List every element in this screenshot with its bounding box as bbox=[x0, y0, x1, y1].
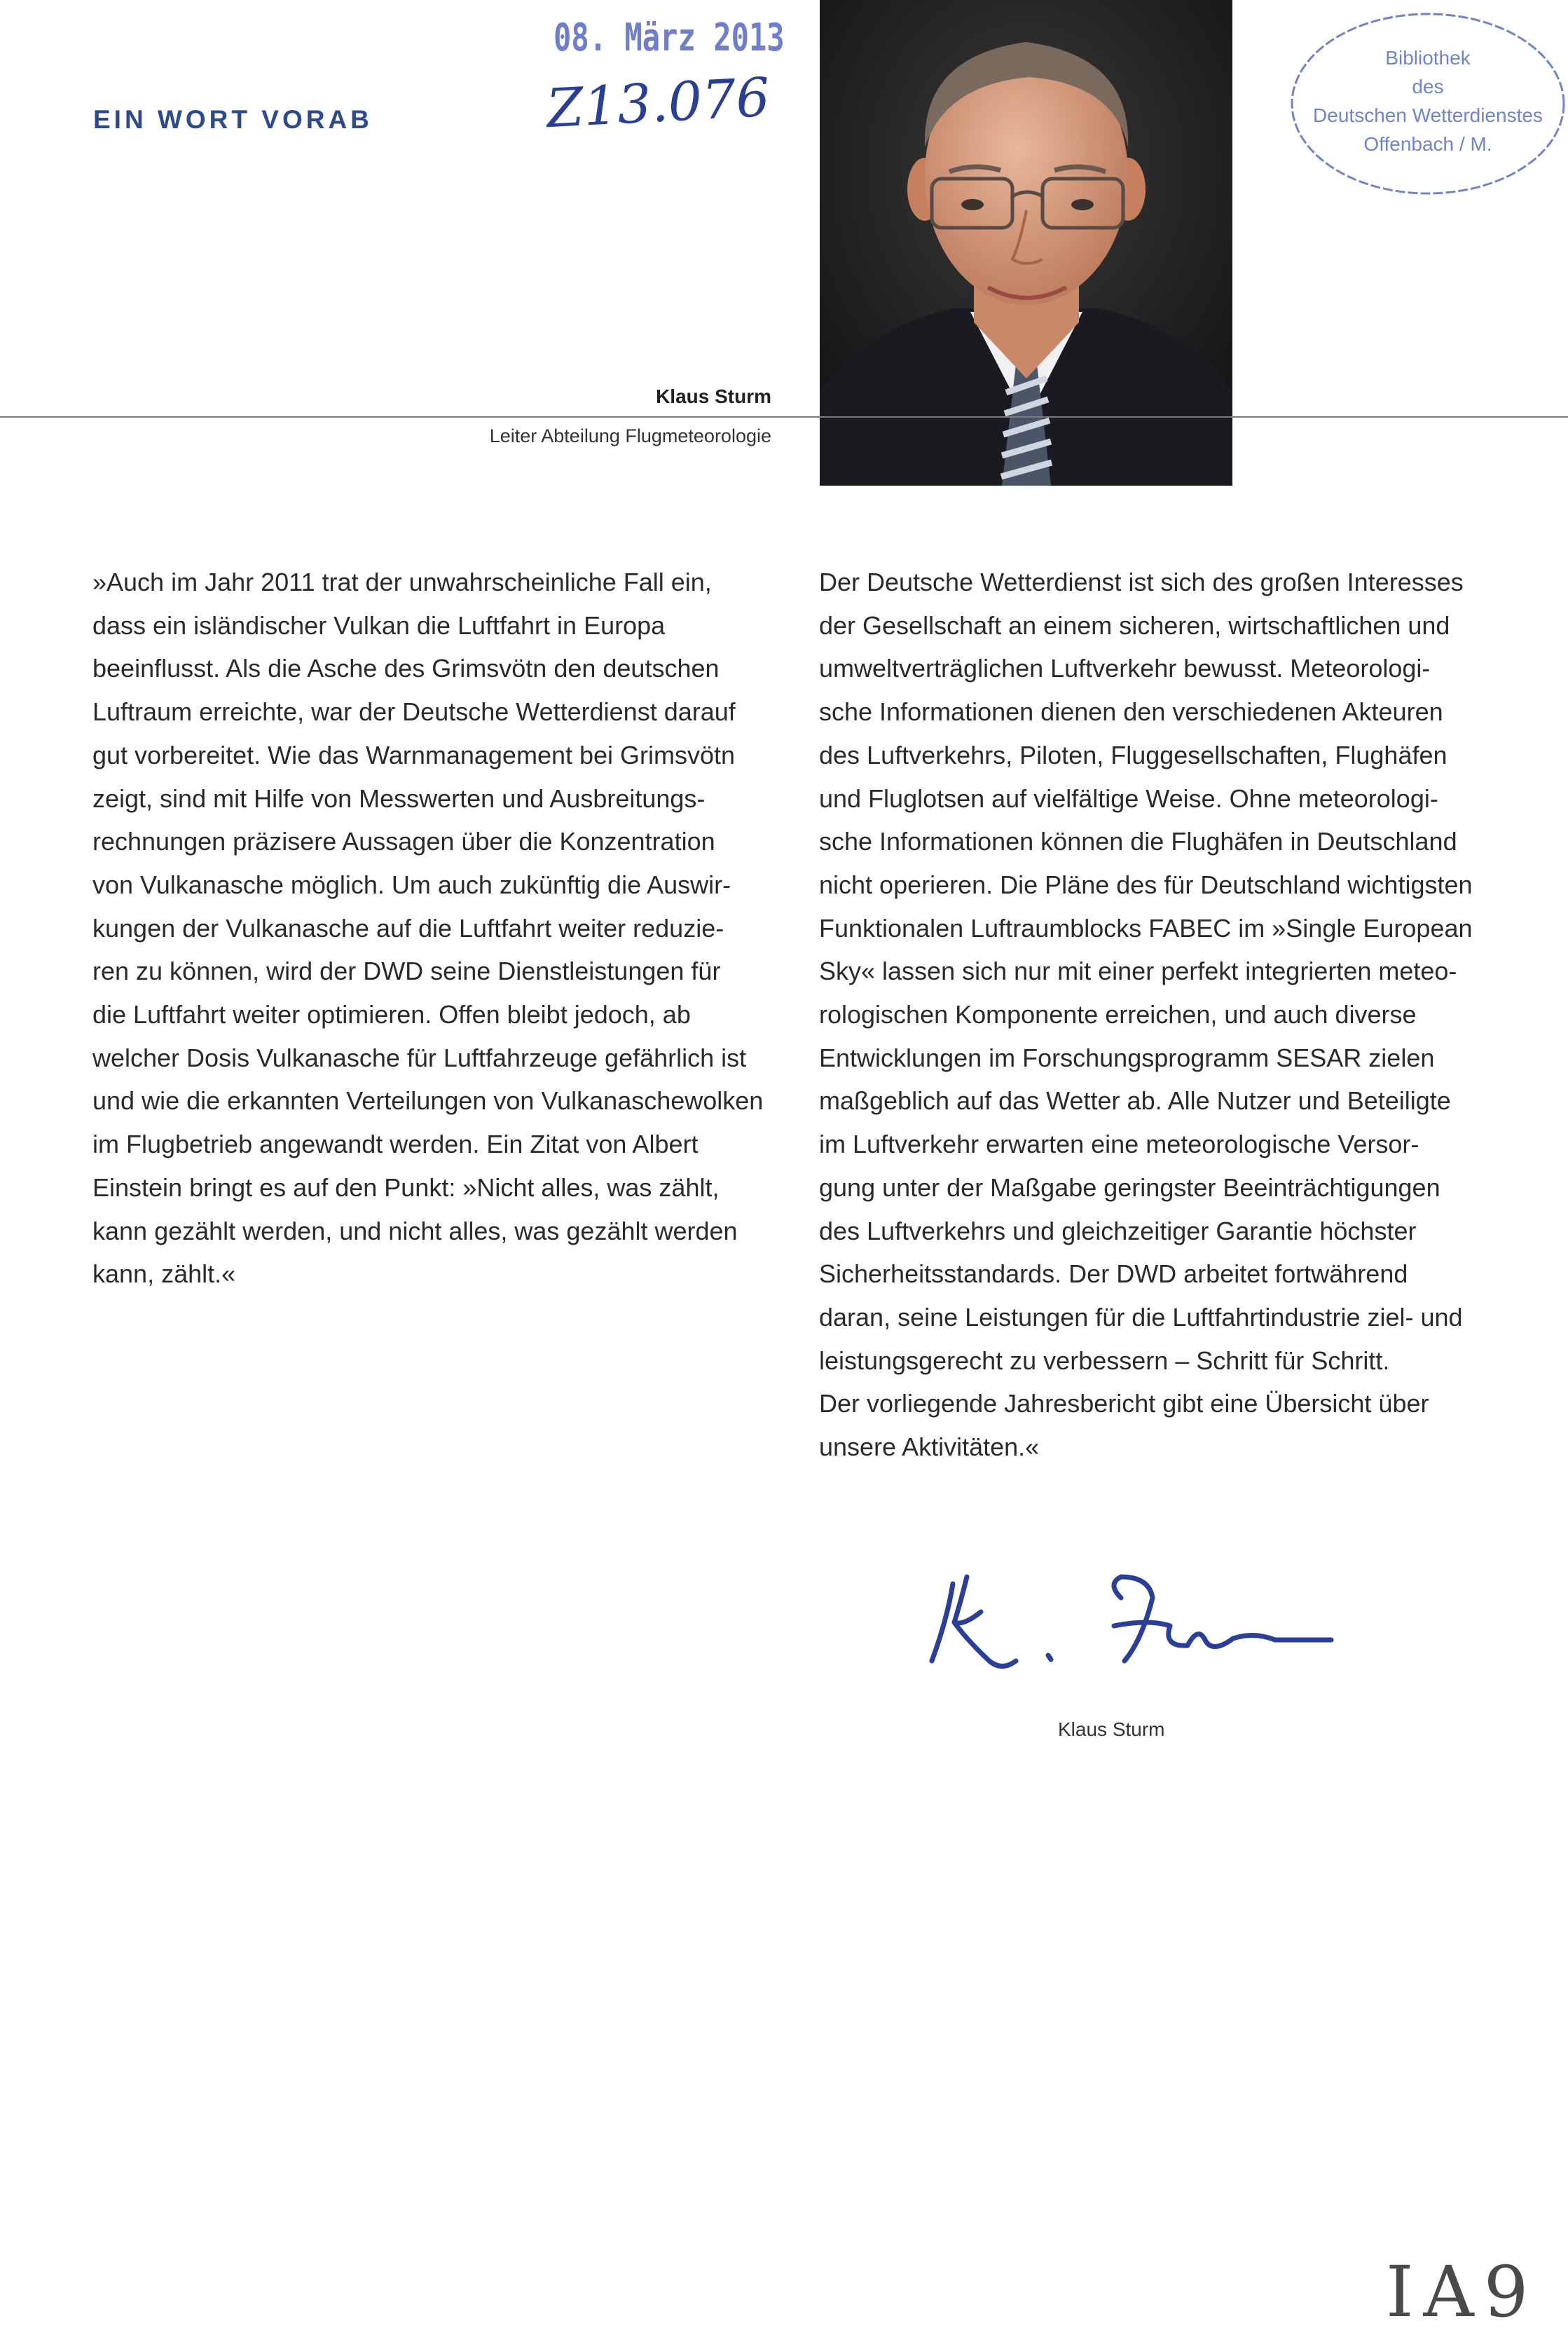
section-heading: EIN WORT VORAB bbox=[93, 105, 373, 134]
stamp-line: Bibliothek bbox=[1385, 47, 1471, 69]
text-line: gut vorbereitet. Wie das Warnmanagement bei Grimsvötn bbox=[92, 740, 736, 769]
page-mark-handwritten: IA9 bbox=[1386, 2251, 1539, 2333]
signer-name: Klaus Sturm bbox=[1058, 1718, 1165, 1740]
library-stamp bbox=[1288, 7, 1568, 198]
stamp-line: Offenbach / M. bbox=[1363, 133, 1492, 155]
archive-number-handwritten: Z13.076 bbox=[544, 65, 771, 140]
person-role: Leiter Abteilung Flugmeteorologie bbox=[489, 425, 771, 446]
text-line: im Flugbetrieb angewandt werden. Ein Zitat von Albert bbox=[92, 1130, 699, 1159]
stamp-line: Deutschen Wetterdienstes bbox=[1313, 104, 1543, 126]
text-line: beeinflusst. Als die Asche des Grimsvötn den deutschen bbox=[92, 654, 720, 683]
body-column-left bbox=[92, 561, 763, 1296]
text-line: gung unter der Maßgabe geringster Beeinträchtigungen bbox=[819, 1172, 1440, 1202]
text-line: und wie die erkannten Verteilungen von Vulkanaschewolken bbox=[92, 1086, 764, 1116]
text-line: Der vorliegende Jahresbericht gibt eine Übersicht über bbox=[819, 1389, 1429, 1418]
text-line: kann gezählt werden, und nicht alles, was gezählt werden bbox=[92, 1216, 738, 1245]
person-name: Klaus Sturm bbox=[656, 385, 771, 407]
text-line: des Luftverkehrs und gleichzeitiger Garantie höchster bbox=[819, 1216, 1417, 1245]
text-line: des Luftverkehrs, Piloten, Fluggesellschaften, Flughäfen bbox=[819, 740, 1447, 769]
text-line: Entwicklungen im Forschungsprogramm SESAR zielen bbox=[819, 1043, 1435, 1072]
text-line: dass ein isländischer Vulkan die Luftfahrt in Europa bbox=[92, 610, 666, 640]
text-line: maßgeblich auf das Wetter ab. Alle Nutzer und Beteiligte bbox=[819, 1086, 1451, 1116]
handwritten-signature bbox=[911, 1556, 1345, 1685]
text-line: rechnungen präzisere Aussagen über die Konzentration bbox=[92, 827, 715, 856]
text-line: der Gesellschaft an einem sicheren, wirtschaftlichen und bbox=[819, 610, 1450, 640]
text-line: welcher Dosis Vulkanasche für Luftfahrzeuge gefährlich ist bbox=[92, 1043, 747, 1072]
received-date-stamp: 08. März 2013 bbox=[553, 15, 785, 60]
text-line: Funktionalen Luftraumblocks FABEC im »Single European bbox=[819, 913, 1473, 943]
text-line: sche Informationen können die Flughäfen in Deutschland bbox=[819, 827, 1457, 856]
text-line: »Auch im Jahr 2011 trat der unwahrscheinliche Fall ein, bbox=[92, 568, 712, 596]
text-line: daran, seine Leistungen für die Luftfahrtindustrie ziel- und bbox=[819, 1302, 1463, 1332]
portrait-photo bbox=[820, 0, 1232, 486]
body-column-right bbox=[819, 561, 1473, 1469]
text-line: ren zu können, wird der DWD seine Dienstleistungen für bbox=[92, 957, 721, 986]
text-line: Der Deutsche Wetterdienst ist sich des großen Interesses bbox=[819, 568, 1464, 596]
text-line: Einstein bringt es auf den Punkt: »Nicht alles, was zählt, bbox=[92, 1172, 720, 1202]
header-divider bbox=[0, 416, 1568, 418]
text-line: Sicherheitsstandards. Der DWD arbeitet fortwährend bbox=[819, 1259, 1408, 1289]
text-line: kann, zählt.« bbox=[92, 1259, 236, 1289]
text-line: von Vulkanasche möglich. Um auch zukünftig die Auswir- bbox=[92, 870, 731, 899]
text-line: die Luftfahrt weiter optimieren. Offen bleibt jedoch, ab bbox=[92, 1000, 691, 1029]
text-line: rologischen Komponente erreichen, und auch diverse bbox=[819, 1000, 1417, 1029]
text-line: sche Informationen dienen den verschiedenen Akteuren bbox=[819, 697, 1443, 727]
text-line: und Fluglotsen auf vielfältige Weise. Ohne meteorologi- bbox=[819, 784, 1438, 813]
text-line: zeigt, sind mit Hilfe von Messwerten und Ausbreitungs- bbox=[92, 784, 706, 813]
text-line: Luftraum erreichte, war der Deutsche Wetterdienst darauf bbox=[92, 697, 736, 727]
text-line: kungen der Vulkanasche auf die Luftfahrt weiter reduzie- bbox=[92, 913, 724, 943]
text-line: unsere Aktivitäten.« bbox=[819, 1432, 1040, 1462]
stamp-line: des bbox=[1412, 76, 1444, 97]
text-line: leistungsgerecht zu verbessern – Schritt für Schritt. bbox=[819, 1346, 1390, 1375]
text-line: Sky« lassen sich nur mit einer perfekt integrierten meteo- bbox=[819, 957, 1457, 986]
text-line: umweltverträglichen Luftverkehr bewusst. Meteorologi- bbox=[819, 654, 1431, 683]
text-line: nicht operieren. Die Pläne des für Deutschland wichtigsten bbox=[819, 870, 1473, 899]
text-line: im Luftverkehr erwarten eine meteorologische Versor- bbox=[819, 1130, 1419, 1159]
